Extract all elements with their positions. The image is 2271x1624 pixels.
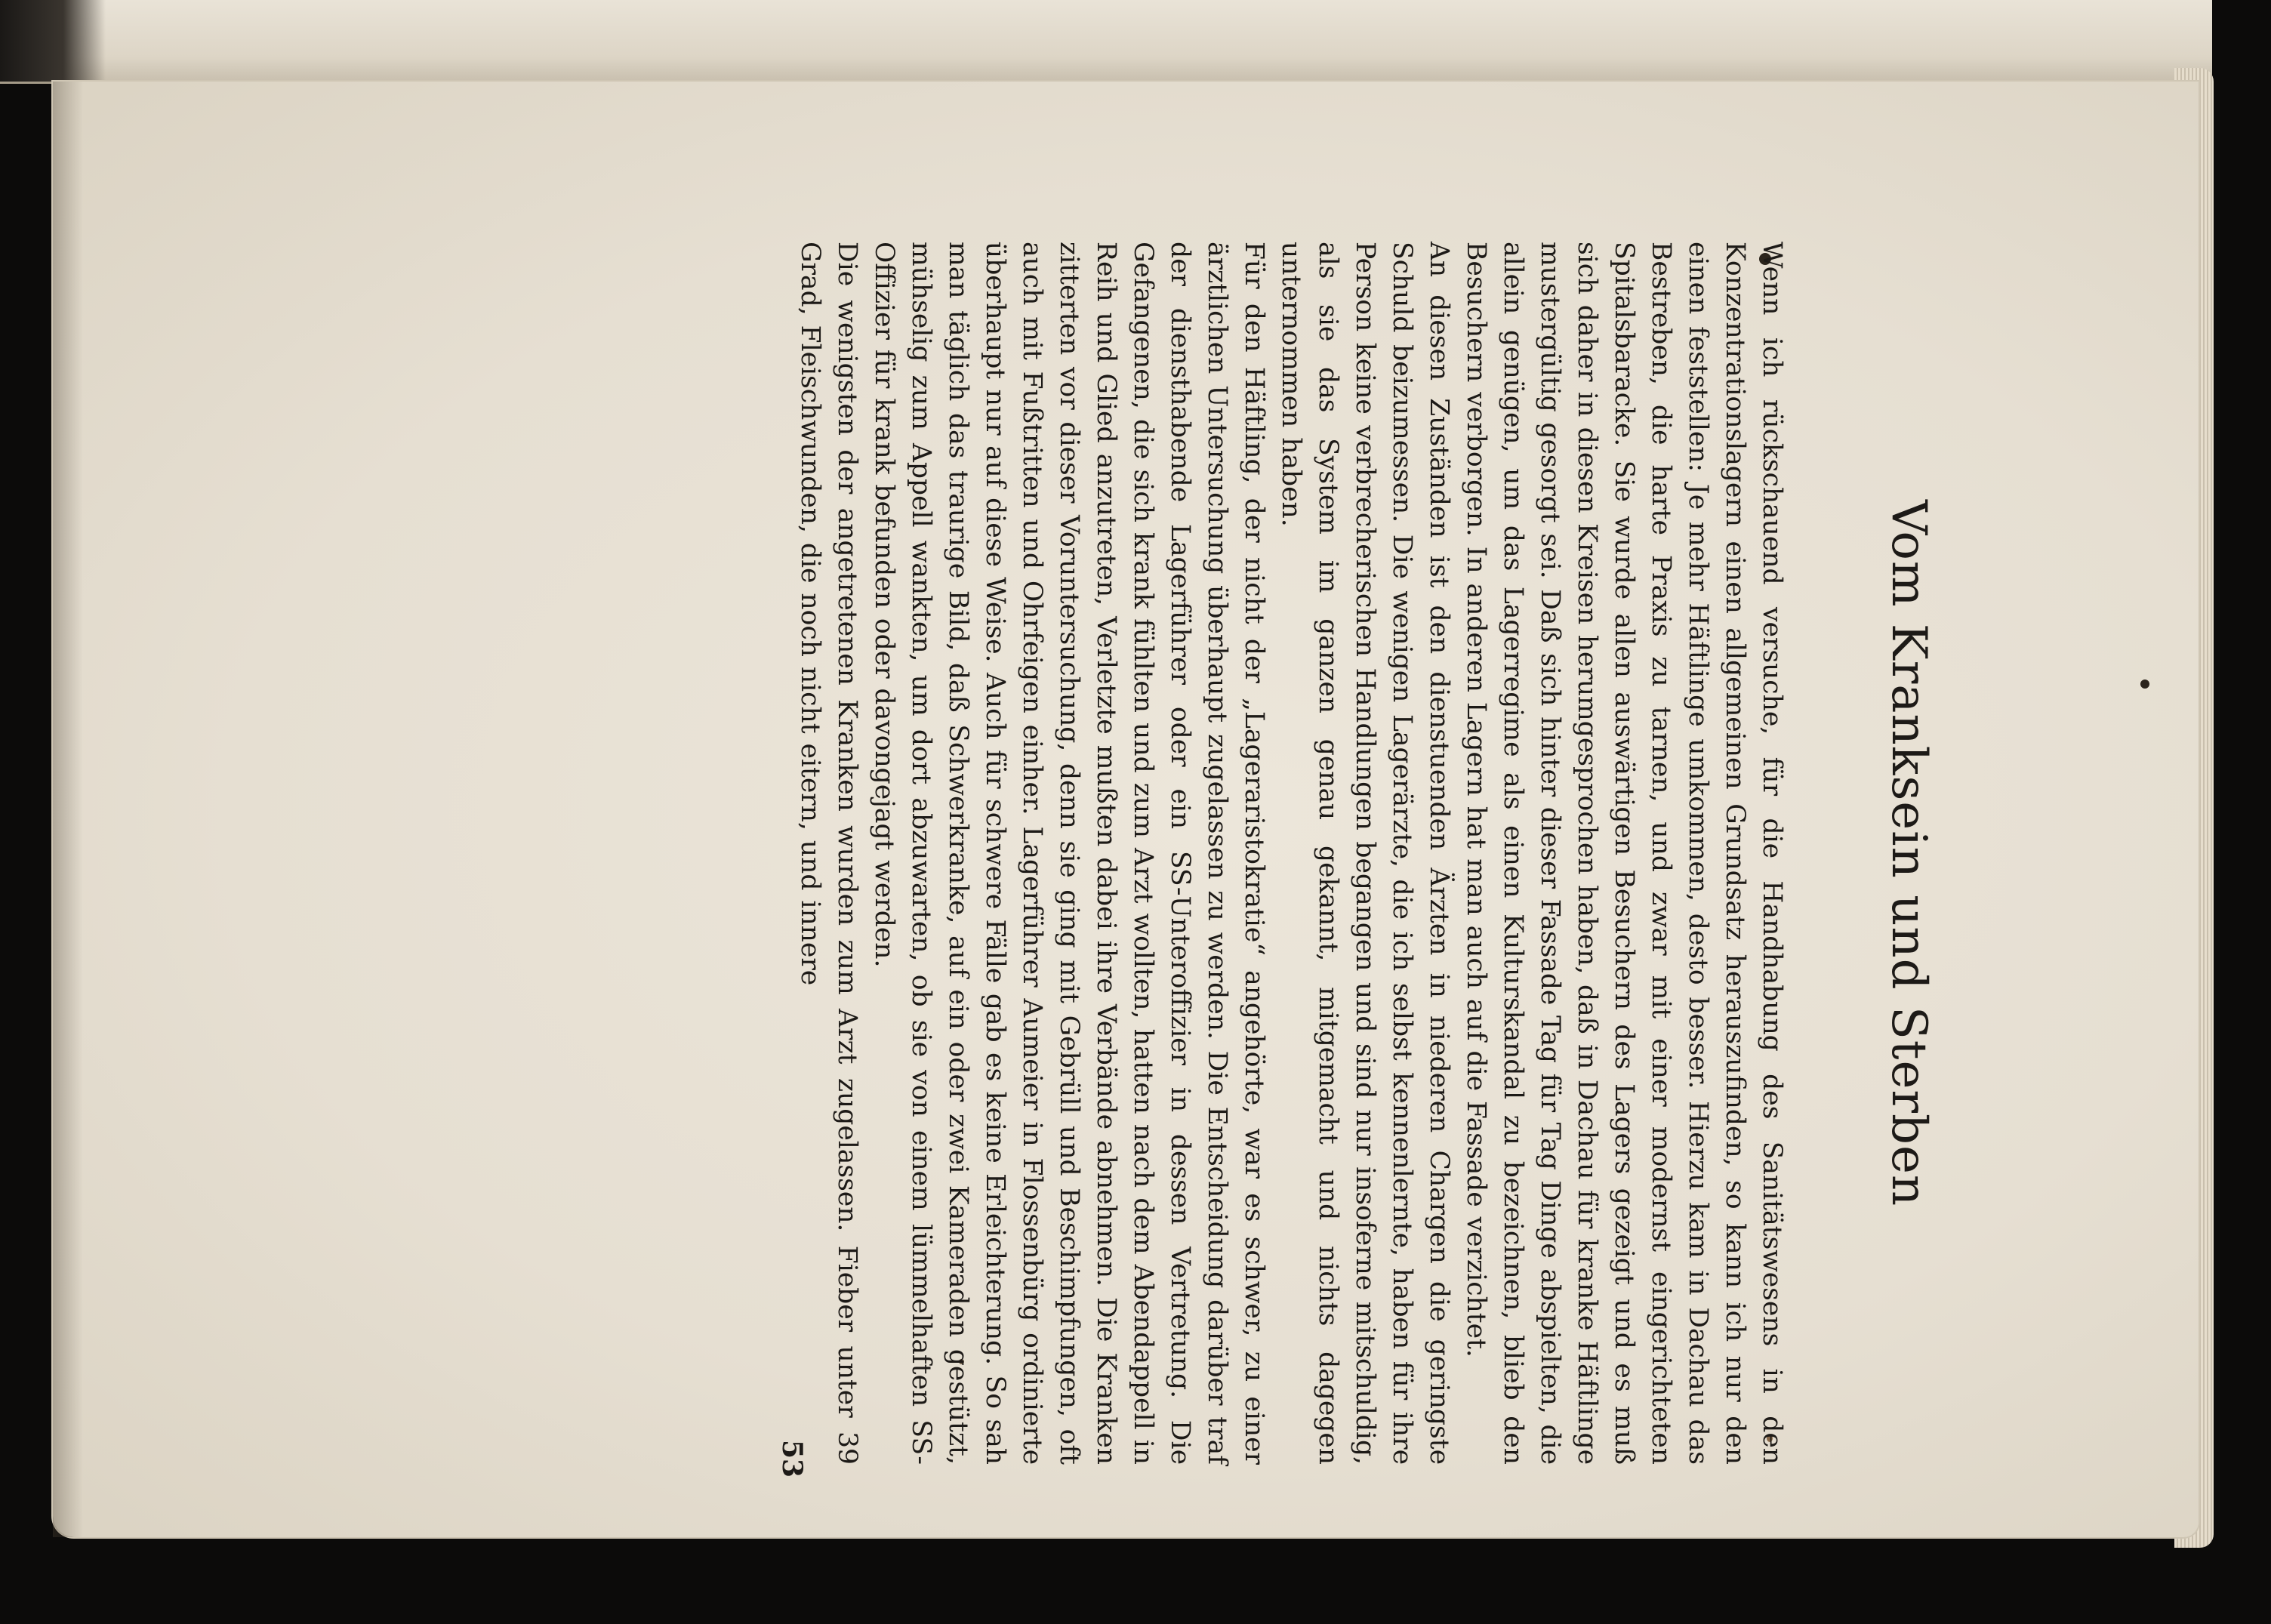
facing-page-edge: [0, 0, 2212, 84]
page-gutter-shadow: [53, 82, 83, 1537]
chapter-title: Vom Kranksein und Sterben: [1881, 499, 1937, 1207]
book-spine-shadow: [0, 0, 106, 82]
paragraph: An diesen Zuständen ist den dienstuenden Ärzten in niederen Chargen die geringste Schuld beizumessen. Die wenigen Lagerärzte, die ich selbst kennenlernte, haben für ihre Person keine verbrecherischen Handlungen begangen und sind nur insoferne mitschuldig, als sie das System im ganzen genau gekannt, mitgemacht und nichts dagegen unternommen haben.: [1276, 242, 1454, 1465]
rotated-text-block: [423, 242, 1937, 1478]
paragraph: Die wenigsten der angetretenen Kranken wurden zum Arzt zugelassen. Fieber unter 39 Grad, Fleischwunden, die noch nicht eitern, und innere: [795, 242, 862, 1465]
paragraph: Wenn ich rückschauend versuche, für die Handhabung des Sanitätswesens in den Konzentrationslagern einen allgemeinen Grundsatz herauszufinden, so kann ich nur den einen feststellen: Je mehr Häftlinge umkommen, desto besser. Hierzu kam in Dachau das Bestreben, die harte Praxis zu tarnen, und zwar mit einer modernst eingerichteten Spitalsbaracke. Sie wurde allen auswärtigen Besuchern des Lagers gezeigt und es muß sich daher in diesen Kreisen herumgesprochen haben, daß in Dachau für kranke Häftlinge mustergültig gesorgt sei. Daß sich hinter dieser Fassade Tag für Tag Dinge abspielten, die allein genügen, um das Lagerregime als einen Kulturskandal zu bezeichnen, blieb den Besuchern verborgen. In anderen Lagern hat man auch auf die Fassade verzichtet.: [1461, 242, 1787, 1465]
paper-speck: [2140, 679, 2149, 689]
page-number: 53: [776, 1440, 808, 1478]
paragraph: Für den Häftling, der nicht der „Lageraristokratie“ angehörte, war es schwer, zu einer ärztlichen Untersuchung überhaupt zugelassen zu werden. Die Entscheidung darüber traf der diensthabende Lagerführer oder ein SS-Unteroffizier in dessen Vertretung. Die Gefangenen, die sich krank fühlten und zum Arzt wollten, hatten nach dem Abendappell in Reih und Glied anzutreten, Verletzte mußten dabei ihre Verbände abnehmen. Die Kranken zitterten vor dieser Voruntersuchung, denn sie ging mit Gebrüll und Beschimpfungen, oft auch mit Fußtritten und Ohrfeigen einher. Lagerführer Aumeier in Flossenbürg ordinierte überhaupt nur auf diese Weise. Auch für schwere Fälle gab es keine Erleichterung. So sah man täglich das traurige Bild, daß Schwerkranke, auf ein oder zwei Kameraden gestützt, mühselig zum Appell wankten, um dort abzuwarten, ob sie von einem lümmelhaften SS-Offizier für krank befunden oder davongejagt werden.: [869, 242, 1269, 1465]
